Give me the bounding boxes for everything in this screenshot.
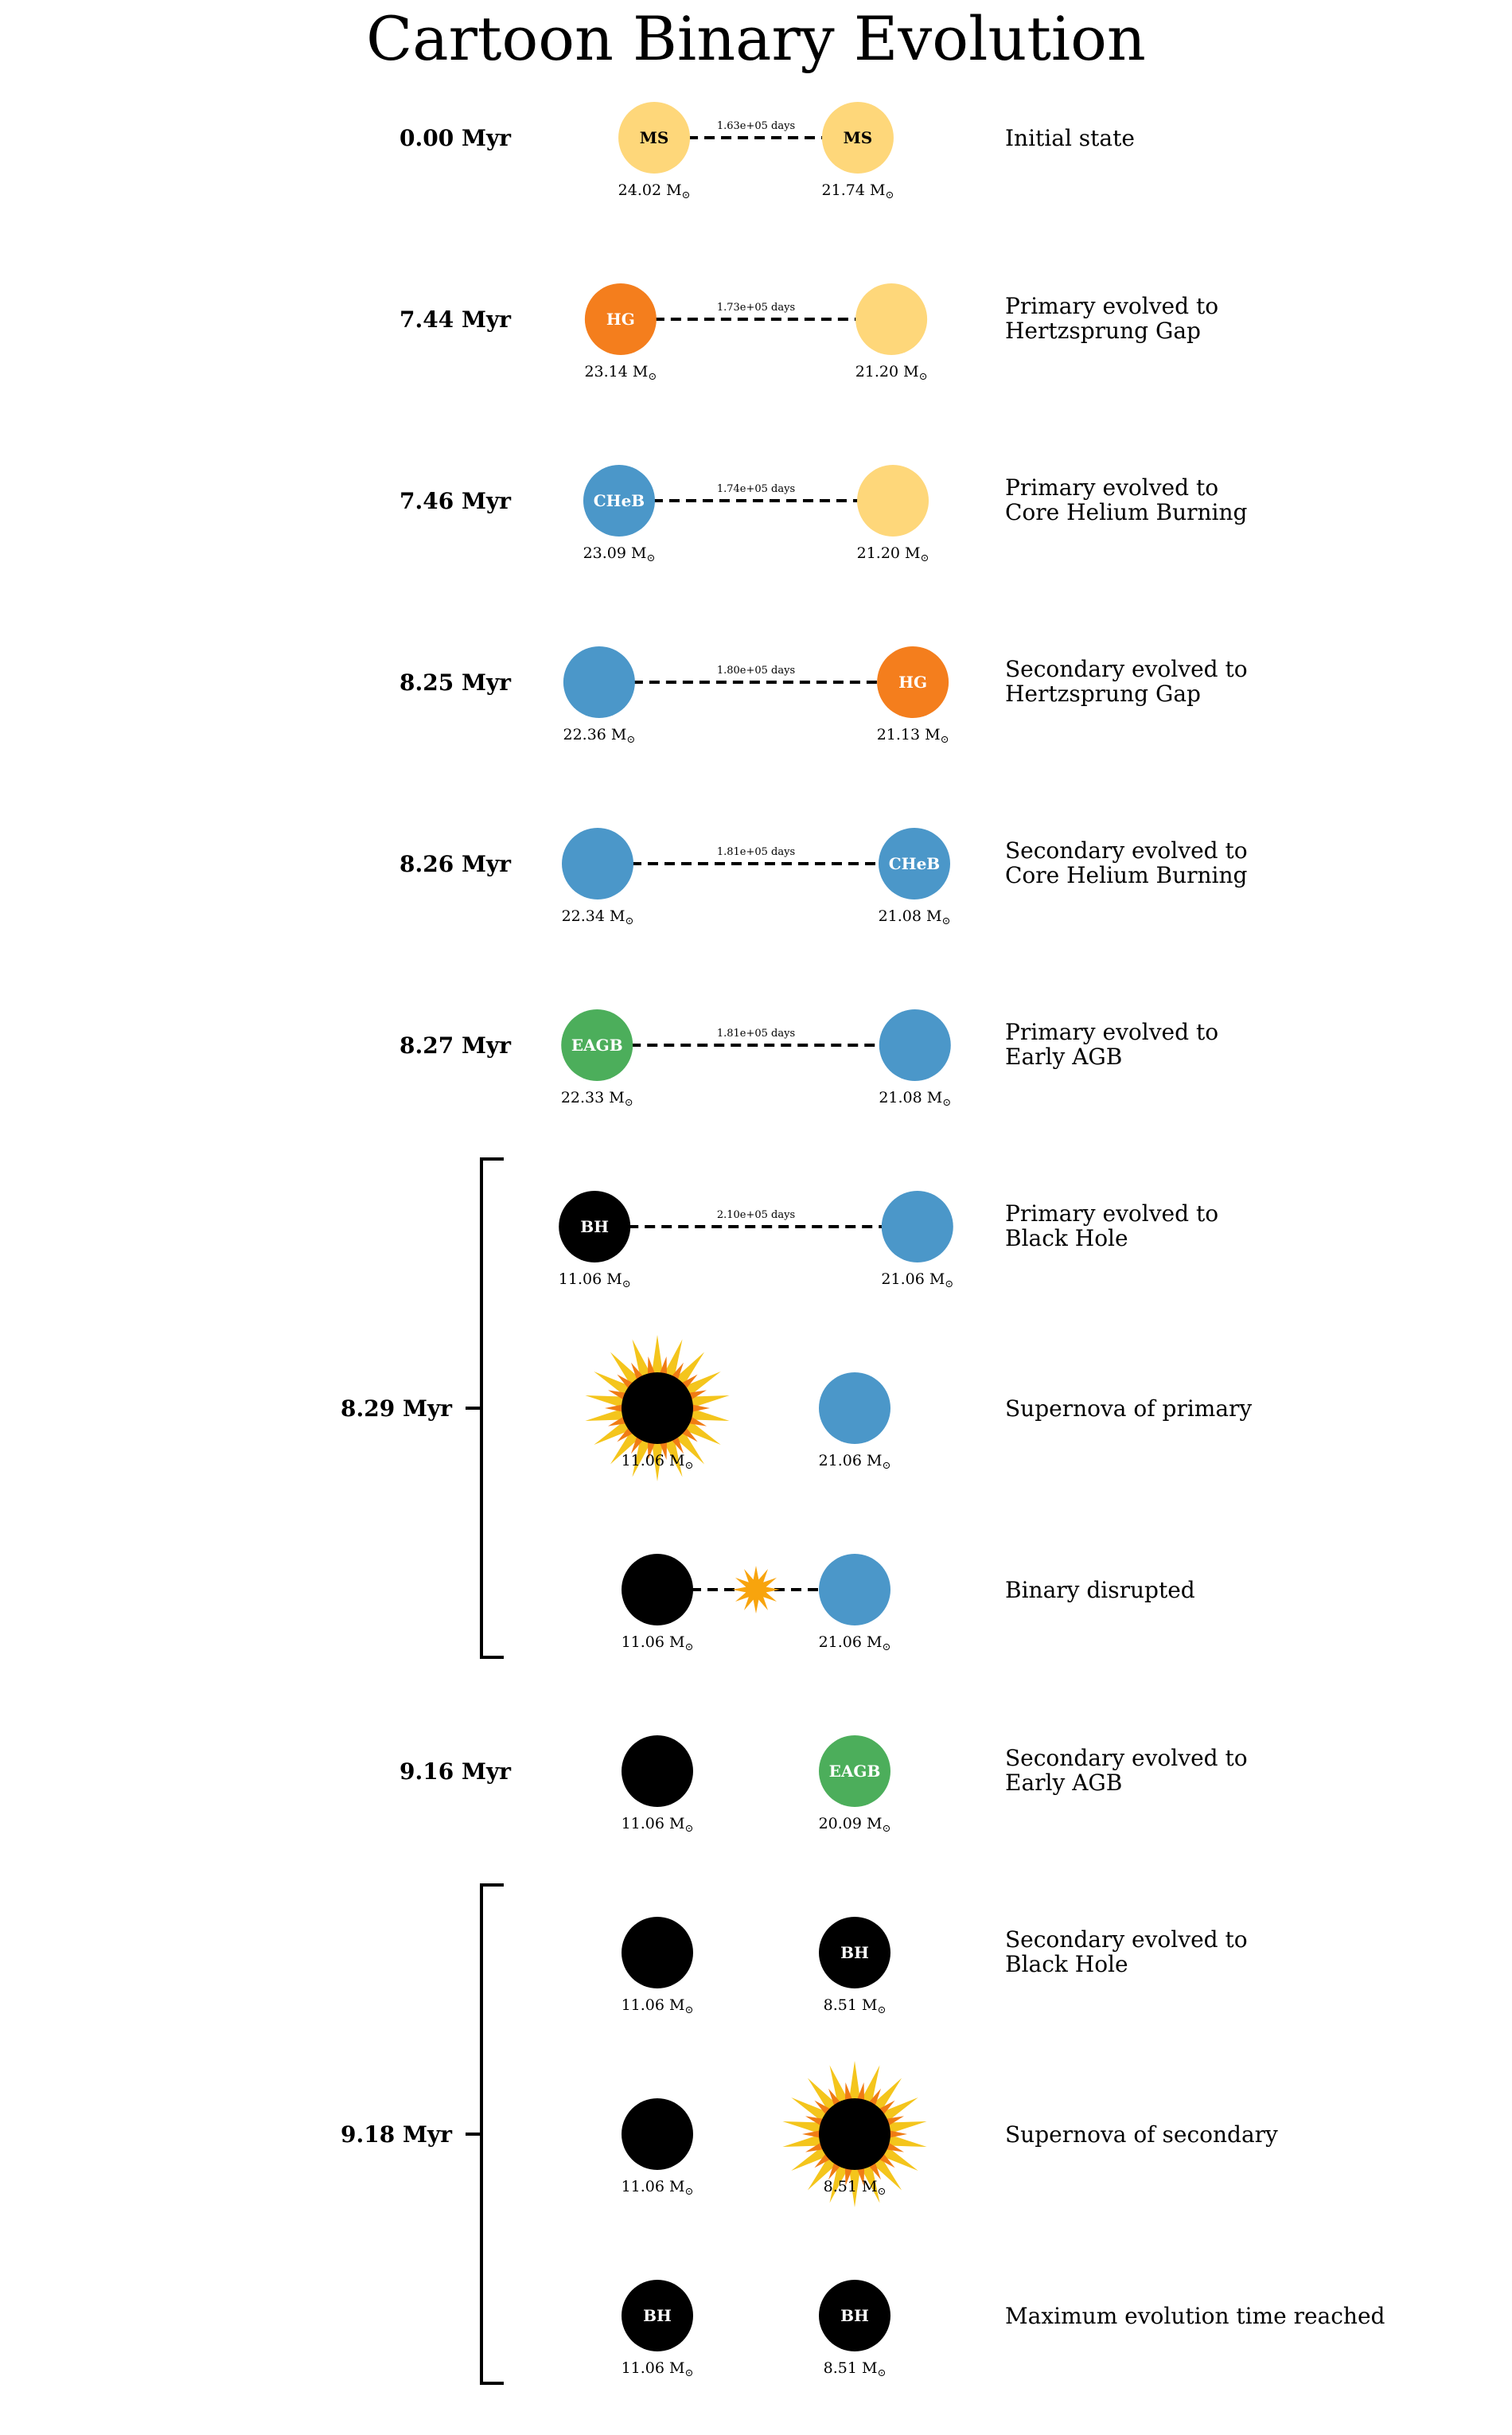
secondary-star (819, 1917, 890, 2016)
solar-mass-unit: M (664, 1996, 685, 2014)
primary-star (622, 1735, 694, 1835)
time-label: 9.18 Myr (341, 2121, 452, 2148)
solar-mass-unit: M (604, 1089, 625, 1106)
solar-mass-unit: M (664, 2359, 685, 2377)
sun-symbol-icon: ⊙ (882, 1460, 891, 1472)
solar-mass-unit: M (606, 726, 627, 743)
solar-mass-unit: M (625, 544, 647, 562)
sun-symbol-icon: ⊙ (877, 2186, 887, 2198)
star-type-label: MS (843, 128, 873, 147)
primary-star (622, 1917, 694, 2016)
star-mass-value: 8.51 (823, 2359, 857, 2377)
star-mass-label (824, 2359, 887, 2379)
sun-symbol-icon: ⊙ (648, 371, 657, 383)
sun-symbol-icon: ⊙ (882, 1823, 891, 1835)
star-mass-label (559, 1270, 631, 1290)
star-cheb-icon (562, 828, 633, 899)
time-label: 8.27 Myr (399, 1032, 511, 1059)
star-bh-icon (622, 1372, 693, 1444)
row-description (1005, 1745, 1248, 1796)
bracket-line (481, 1159, 504, 1657)
description-line: Initial state (1005, 125, 1135, 151)
description-line: Secondary evolved to (1005, 656, 1248, 682)
disruption-burst-icon (732, 1566, 780, 1614)
sun-symbol-icon: ⊙ (626, 734, 636, 746)
sun-symbol-icon: ⊙ (646, 552, 656, 564)
solar-mass-unit: M (664, 1633, 685, 1651)
solar-mass-unit: M (864, 181, 886, 199)
description-line: Primary evolved to (1005, 1200, 1219, 1227)
solar-mass-unit: M (898, 363, 919, 380)
star-ms-icon (855, 283, 927, 355)
time-group-bracket (341, 1159, 504, 1657)
orbital-period-label: 1.73e+05 days (716, 302, 796, 314)
solar-mass-unit: M (862, 1633, 883, 1651)
star-mass-label (622, 2178, 694, 2198)
description-line: Primary evolved to (1005, 474, 1219, 501)
solar-mass-unit: M (862, 1815, 883, 1832)
sun-symbol-icon: ⊙ (622, 1278, 631, 1290)
bracket-line (481, 1885, 504, 2383)
star-cheb-icon (819, 1372, 890, 1444)
primary-star (618, 102, 691, 201)
secondary-star (819, 2280, 890, 2379)
description-line: Black Hole (1005, 1225, 1128, 1251)
star-mass-label (824, 1996, 887, 2016)
orbital-period-label: 1.80e+05 days (716, 665, 796, 677)
evolution-row (399, 1735, 1248, 1835)
star-mass-label (819, 1452, 891, 1472)
primary-star (622, 1554, 694, 1653)
evolution-row (622, 1917, 1248, 2016)
star-mass-value: 23.09 (583, 544, 626, 562)
evolution-row (622, 1554, 1195, 1653)
secondary-star (879, 1009, 951, 1109)
star-type-label: BH (840, 2306, 869, 2325)
star-mass-label (622, 1452, 694, 1472)
star-mass-label (855, 363, 928, 383)
star-mass-value: 11.06 (621, 1452, 664, 1469)
primary-star (585, 1335, 729, 1481)
star-mass-value: 11.06 (621, 2178, 664, 2195)
description-line: Supernova of secondary (1005, 2121, 1278, 2148)
evolution-rows (399, 102, 1385, 2379)
star-mass-label (881, 1270, 953, 1290)
star-type-label: BH (643, 2306, 672, 2325)
star-bh-icon (622, 2098, 693, 2170)
evolution-row (399, 465, 1248, 564)
evolution-row (399, 828, 1248, 927)
primary-star (562, 828, 634, 927)
evolution-row (399, 102, 1135, 201)
solar-mass-unit: M (605, 907, 625, 925)
star-ms-icon (857, 465, 929, 537)
solar-mass-unit: M (920, 726, 941, 743)
time-group-bracket (341, 1885, 504, 2383)
description-line: Primary evolved to (1005, 293, 1219, 319)
primary-star (559, 1191, 631, 1290)
description-line: Supernova of primary (1005, 1395, 1253, 1422)
sun-symbol-icon: ⊙ (684, 2186, 694, 2198)
evolution-row (399, 1009, 1218, 1109)
primary-star (561, 1009, 633, 1109)
solar-mass-unit: M (664, 1815, 685, 1832)
solar-mass-unit: M (856, 2178, 878, 2195)
star-mass-label (824, 2178, 887, 2198)
primary-star (622, 2280, 694, 2379)
star-mass-value: 21.06 (818, 1633, 862, 1651)
evolution-row (622, 2280, 1385, 2379)
description-line: Secondary evolved to (1005, 837, 1248, 864)
solar-mass-unit: M (661, 181, 682, 199)
description-line: Black Hole (1005, 1951, 1128, 1977)
star-mass-label (879, 1089, 951, 1109)
sun-symbol-icon: ⊙ (877, 2367, 887, 2379)
sun-symbol-icon: ⊙ (684, 1823, 694, 1835)
secondary-star (857, 465, 929, 564)
star-mass-value: 23.14 (584, 363, 628, 380)
star-mass-value: 11.06 (621, 1996, 664, 2014)
star-cheb-icon (882, 1191, 953, 1262)
description-line: Hertzsprung Gap (1005, 681, 1201, 707)
row-description (1005, 837, 1248, 888)
evolution-row (622, 2061, 1278, 2207)
star-mass-label (562, 907, 634, 927)
orbital-period-label: 1.63e+05 days (716, 120, 796, 132)
star-type-label: EAGB (828, 1762, 881, 1781)
star-type-label: BH (580, 1217, 610, 1236)
secondary-star (855, 283, 928, 383)
star-mass-value: 21.06 (881, 1270, 925, 1288)
evolution-row (399, 283, 1218, 383)
sun-symbol-icon: ⊙ (882, 1641, 891, 1653)
row-description (1005, 2121, 1278, 2148)
sun-symbol-icon: ⊙ (877, 2004, 887, 2016)
time-label: 8.26 Myr (399, 851, 511, 877)
solar-mass-unit: M (924, 1270, 945, 1288)
solar-mass-unit: M (900, 544, 921, 562)
star-mass-value: 11.06 (558, 1270, 602, 1288)
sun-symbol-icon: ⊙ (920, 552, 929, 564)
row-description (1005, 1200, 1218, 1251)
sun-symbol-icon: ⊙ (942, 1097, 952, 1109)
row-description (1005, 1577, 1195, 1603)
star-bh-icon (622, 1917, 693, 1988)
star-mass-value: 22.34 (561, 907, 605, 925)
star-type-label: CHeB (593, 491, 645, 510)
secondary-star (819, 1735, 891, 1835)
solar-mass-unit: M (862, 1452, 883, 1469)
description-line: Core Helium Burning (1005, 862, 1248, 888)
orbital-period-label: 1.81e+05 days (716, 1028, 796, 1040)
sun-symbol-icon: ⊙ (941, 915, 951, 927)
star-bh-icon (622, 1735, 693, 1807)
orbital-period-label: 2.10e+05 days (716, 1209, 796, 1221)
solar-mass-unit: M (664, 2178, 685, 2195)
solar-mass-unit: M (922, 907, 942, 925)
secondary-star (819, 1554, 891, 1653)
star-type-label: BH (840, 1943, 869, 1962)
star-mass-label (879, 907, 951, 927)
description-line: Hertzsprung Gap (1005, 318, 1201, 344)
star-type-label: MS (639, 128, 669, 147)
star-mass-value: 24.02 (618, 181, 662, 199)
star-cheb-icon (819, 1554, 890, 1625)
sun-symbol-icon: ⊙ (624, 1097, 633, 1109)
sun-symbol-icon: ⊙ (945, 1278, 954, 1290)
solar-mass-unit: M (627, 363, 649, 380)
star-mass-value: 21.06 (818, 1452, 862, 1469)
description-line: Early AGB (1005, 1044, 1123, 1070)
diagram-title: Cartoon Binary Evolution (366, 3, 1146, 74)
sun-symbol-icon: ⊙ (684, 2367, 694, 2379)
time-label: 0.00 Myr (399, 125, 511, 151)
evolution-row (559, 1191, 1218, 1290)
primary-star (622, 2098, 694, 2198)
description-line: Early AGB (1005, 1770, 1123, 1796)
star-mass-value: 21.08 (879, 1089, 922, 1106)
star-mass-value: 22.36 (563, 726, 606, 743)
star-mass-value: 20.09 (818, 1815, 862, 1832)
sun-symbol-icon: ⊙ (681, 189, 691, 201)
star-mass-label (584, 363, 657, 383)
solar-mass-unit: M (856, 1996, 878, 2014)
star-mass-label (857, 544, 929, 564)
orbital-period-label: 1.81e+05 days (716, 846, 796, 858)
star-mass-label (563, 726, 635, 746)
secondary-star (881, 1191, 953, 1290)
time-label: 7.46 Myr (399, 488, 511, 514)
sun-symbol-icon: ⊙ (625, 915, 634, 927)
time-label: 8.25 Myr (399, 669, 511, 696)
sun-symbol-icon: ⊙ (885, 189, 894, 201)
description-line: Binary disrupted (1005, 1577, 1195, 1603)
secondary-star (819, 1372, 891, 1472)
time-label: 8.29 Myr (341, 1395, 452, 1422)
star-mass-value: 11.06 (621, 1633, 664, 1651)
star-mass-label (622, 1633, 694, 1653)
sun-symbol-icon: ⊙ (684, 2004, 694, 2016)
description-line: Secondary evolved to (1005, 1745, 1248, 1771)
row-description (1005, 125, 1135, 151)
secondary-star (877, 646, 949, 746)
star-mass-label (819, 1815, 891, 1835)
star-mass-value: 21.13 (876, 726, 921, 743)
sun-symbol-icon: ⊙ (940, 734, 949, 746)
solar-mass-unit: M (856, 2359, 878, 2377)
star-type-label: CHeB (888, 854, 941, 873)
star-mass-label (622, 2359, 694, 2379)
star-mass-label (819, 1633, 891, 1653)
secondary-star (879, 828, 951, 927)
star-mass-label (561, 1089, 633, 1109)
star-type-label: EAGB (571, 1036, 623, 1055)
row-description (1005, 2303, 1385, 2329)
sun-symbol-icon: ⊙ (684, 1641, 694, 1653)
star-type-label: HG (606, 310, 635, 329)
description-line: Secondary evolved to (1005, 1926, 1248, 1953)
star-mass-value: 21.74 (821, 181, 865, 199)
star-bh-icon (622, 1554, 693, 1625)
solar-mass-unit: M (602, 1270, 622, 1288)
row-description (1005, 293, 1218, 344)
primary-star (583, 465, 656, 564)
evolution-row (585, 1335, 1252, 1481)
star-mass-label (877, 726, 949, 746)
solar-mass-unit: M (664, 1452, 685, 1469)
sun-symbol-icon: ⊙ (684, 1460, 694, 1472)
evolution-row (399, 646, 1248, 746)
star-mass-value: 8.51 (823, 1996, 857, 2014)
description-line: Core Helium Burning (1005, 499, 1248, 525)
star-mass-value: 22.33 (560, 1089, 605, 1106)
star-mass-label (822, 181, 894, 201)
star-type-label: HG (898, 673, 928, 692)
sun-symbol-icon: ⊙ (918, 371, 928, 383)
star-bh-icon (819, 2098, 890, 2170)
star-mass-value: 21.20 (856, 544, 901, 562)
star-cheb-icon (879, 1009, 951, 1081)
star-mass-value: 11.06 (621, 2359, 664, 2377)
star-mass-value: 8.51 (823, 2178, 857, 2195)
star-mass-label (622, 1815, 694, 1835)
solar-mass-unit: M (922, 1089, 943, 1106)
star-mass-label (583, 544, 656, 564)
description-line: Primary evolved to (1005, 1019, 1219, 1045)
row-description (1005, 474, 1248, 525)
description-line: Maximum evolution time reached (1005, 2303, 1385, 2329)
secondary-star (822, 102, 894, 201)
star-cheb-icon (563, 646, 635, 718)
star-mass-label (622, 1996, 694, 2016)
star-mass-value: 11.06 (621, 1815, 664, 1832)
primary-star (563, 646, 635, 746)
orbital-period-label: 1.74e+05 days (716, 483, 796, 495)
row-description (1005, 1395, 1252, 1422)
row-description (1005, 656, 1248, 707)
secondary-star (782, 2061, 926, 2207)
time-label: 7.44 Myr (399, 306, 511, 333)
row-description (1005, 1019, 1218, 1070)
star-mass-value: 21.20 (855, 363, 899, 380)
star-mass-value: 21.08 (878, 907, 922, 925)
row-description (1005, 1926, 1248, 1977)
star-mass-label (618, 181, 691, 201)
primary-star (584, 283, 657, 383)
time-label: 9.16 Myr (399, 1758, 511, 1785)
